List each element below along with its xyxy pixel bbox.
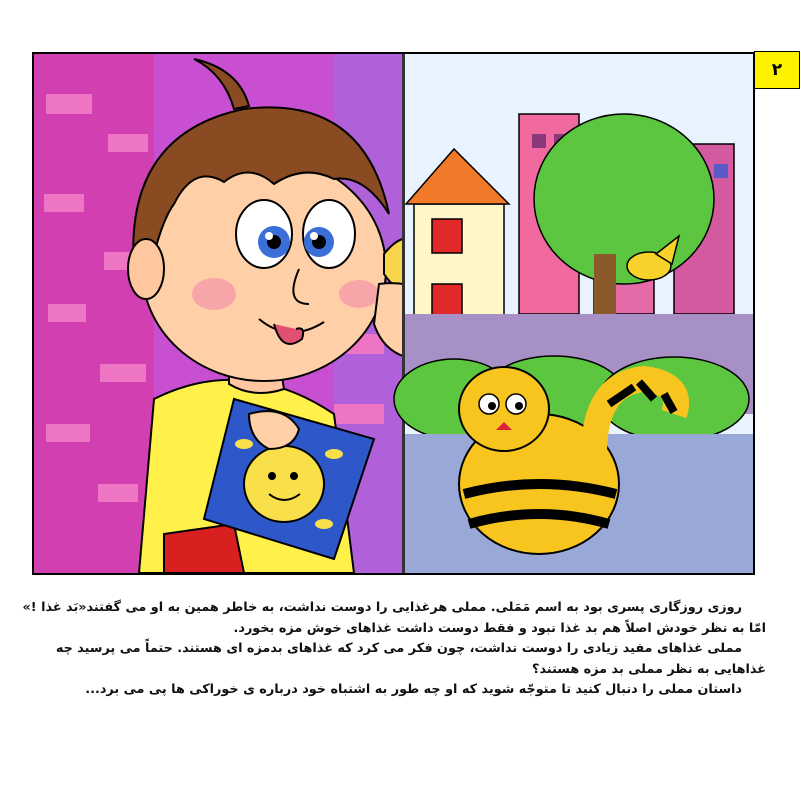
story-illustration bbox=[32, 52, 755, 575]
story-line: روزی روزگاری پسری بود به اسم مَمَلی. مملی هرغذایی را دوست نداشت، به خاطر همین به او می گفتند«بَد غذا !» bbox=[22, 600, 742, 615]
story-line: غذاهایی به نظر مملی بد مزه هستند؟ bbox=[532, 661, 766, 677]
left-scene bbox=[34, 54, 440, 573]
story-line: مملی غذاهای مفید زیادی را دوست نداشت، چون فکر می کرد که غذاهای بدمزه ای هستند. حتماً می پرسید چه bbox=[55, 641, 742, 656]
story-line: امّا به نظر خودش اصلاً هم بد غذا نبود و فقط دوست داشت غذاهای خوش مزه بخورد. bbox=[233, 620, 766, 636]
story-text bbox=[22, 598, 766, 701]
story-line: داستان مملی را دنبال کنید تا متوجّه شوید که او چه طور به اشتباه خود درباره ی خوراکی ها پی می برد... bbox=[85, 682, 742, 697]
page-number: ۲ bbox=[771, 60, 783, 80]
page-number-box bbox=[754, 51, 800, 89]
right-scene bbox=[394, 54, 753, 573]
